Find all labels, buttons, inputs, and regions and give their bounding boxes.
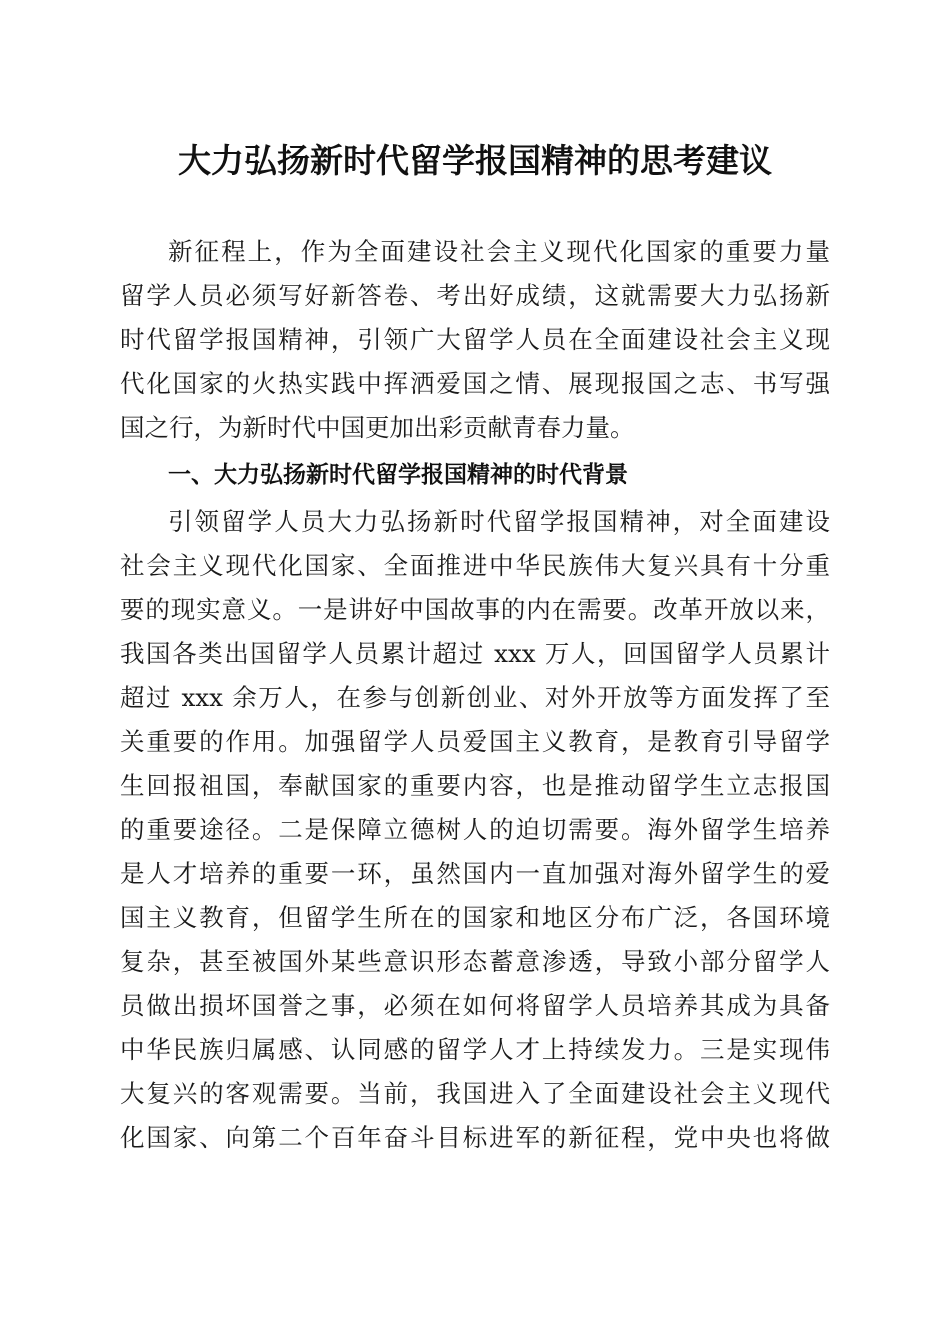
text-line: 大复兴的客观需要。当前，我国进入了全面建设社会主义现代 bbox=[120, 1079, 830, 1108]
text-line: 超过 xxx 余万人，在参与创新创业、对外开放等方面发挥了至 bbox=[120, 683, 830, 712]
text-line: 的重要途径。二是保障立德树人的迫切需要。海外留学生培养 bbox=[120, 815, 830, 844]
text-line: 生回报祖国，奉献国家的重要内容，也是推动留学生立志报国 bbox=[120, 771, 830, 800]
text-line: 要的现实意义。一是讲好中国故事的内在需要。改革开放以来， bbox=[120, 595, 830, 624]
text-line: 留学人员必须写好新答卷、考出好成绩，这就需要大力弘扬新 bbox=[120, 281, 830, 310]
text-line: 是人才培养的重要一环，虽然国内一直加强对海外留学生的爱 bbox=[120, 859, 830, 888]
text-line: 员做出损坏国誉之事，必须在如何将留学人员培养其成为具备 bbox=[120, 991, 830, 1020]
text-line: 社会主义现代化国家、全面推进中华民族伟大复兴具有十分重 bbox=[120, 551, 830, 580]
text-line: 关重要的作用。加强留学人员爱国主义教育，是教育引导留学 bbox=[120, 727, 830, 756]
text-line: 引领留学人员大力弘扬新时代留学报国精神，对全面建设 bbox=[168, 507, 830, 536]
text-line: 化国家、向第二个百年奋斗目标进军的新征程，党中央也将做 bbox=[120, 1123, 830, 1152]
text-line: 时代留学报国精神，引领广大留学人员在全面建设社会主义现 bbox=[120, 325, 830, 354]
text-line: 国之行，为新时代中国更加出彩贡献青春力量。 bbox=[120, 413, 635, 442]
text-line: 中华民族归属感、认同感的留学人才上持续发力。三是实现伟 bbox=[120, 1035, 830, 1064]
text-line: 复杂，甚至被国外某些意识形态蓄意渗透，导致小部分留学人 bbox=[120, 947, 830, 976]
text-line: 代化国家的火热实践中挥洒爱国之情、展现报国之志、书写强 bbox=[120, 369, 830, 398]
text-line: 新征程上，作为全面建设社会主义现代化国家的重要力量 bbox=[168, 237, 830, 266]
document-title: 大力弘扬新时代留学报国精神的思考建议 bbox=[178, 141, 772, 180]
section-heading: 一、大力弘扬新时代留学报国精神的时代背景 bbox=[168, 462, 628, 488]
text-line: 我国各类出国留学人员累计超过 xxx 万人，回国留学人员累计 bbox=[120, 639, 830, 668]
text-line: 国主义教育，但留学生所在的国家和地区分布广泛，各国环境 bbox=[120, 903, 830, 932]
